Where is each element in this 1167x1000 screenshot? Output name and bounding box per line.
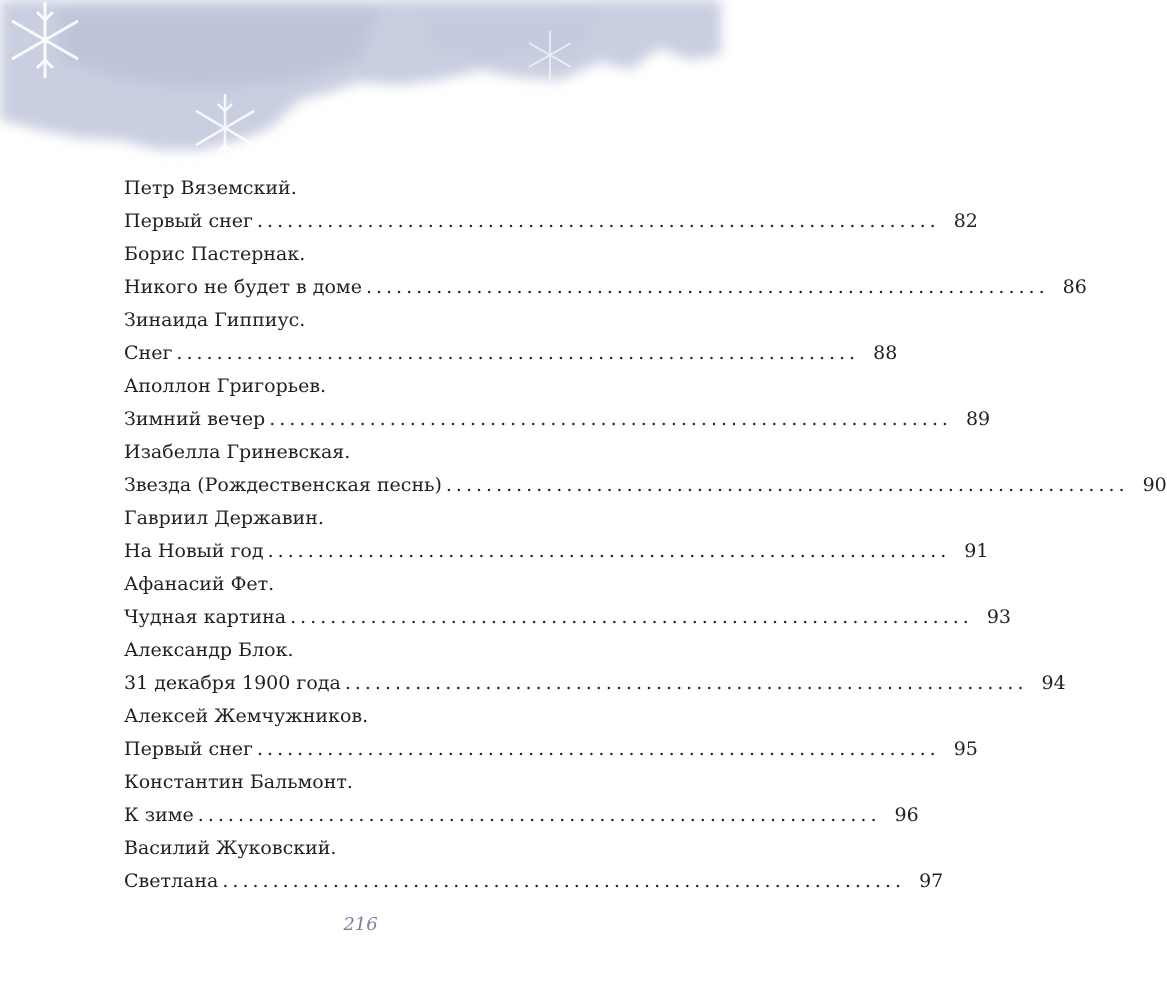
toc-entry[interactable]	[124, 502, 989, 568]
toc-entry[interactable]	[124, 634, 1066, 700]
toc-author: Борис Пастернак.	[124, 243, 306, 265]
toc-title: Первый снег	[124, 210, 254, 232]
toc-page-number: 97	[919, 870, 944, 892]
toc-page-number: 95	[953, 738, 978, 760]
toc-entry[interactable]	[124, 700, 978, 766]
toc-entry[interactable]	[124, 304, 898, 370]
toc-page-number: 82	[953, 210, 978, 232]
toc-author: Аполлон Григорьев.	[124, 375, 327, 397]
toc-entry[interactable]	[124, 238, 1087, 304]
dot-leader: ....................................................................	[267, 540, 951, 562]
dot-leader: ....................................................................	[257, 738, 940, 760]
toc-title: На Новый год	[124, 540, 264, 562]
toc-author: Изабелла Гриневская.	[124, 441, 351, 463]
toc-author: Афанасий Фет.	[124, 573, 275, 595]
dot-leader: ....................................................................	[445, 474, 1129, 496]
toc-title: Первый снег	[124, 738, 254, 760]
toc-author: Зинаида Гиппиус.	[124, 309, 306, 331]
watercolor-snow-header	[0, 0, 721, 180]
toc-page-number: 90	[1142, 474, 1167, 496]
toc-entry[interactable]	[124, 832, 944, 898]
toc-entry[interactable]	[124, 172, 978, 238]
toc-title: Чудная картина	[124, 606, 287, 628]
toc-page-number: 89	[965, 408, 991, 430]
dot-leader: ....................................................................	[257, 210, 940, 232]
toc-page-number: 86	[1062, 276, 1087, 298]
toc-title: К зиме	[124, 804, 194, 826]
toc-author: Константин Бальмонт.	[124, 771, 353, 793]
dot-leader: ....................................................................	[290, 606, 973, 628]
dot-leader: ....................................................................	[269, 408, 952, 430]
toc-title: 31 декабря 1900 года	[124, 672, 341, 694]
page-number: 216	[343, 914, 378, 935]
table-of-contents	[124, 172, 1167, 898]
toc-author: Александр Блок.	[124, 639, 294, 661]
toc-author: Василий Жуковский.	[124, 837, 337, 859]
dot-leader: ....................................................................	[197, 804, 881, 826]
toc-author: Петр Вяземский.	[124, 177, 297, 199]
dot-leader: ....................................................................	[222, 870, 906, 892]
toc-entry[interactable]	[124, 436, 1167, 502]
toc-entry[interactable]	[124, 766, 919, 832]
toc-page-number: 94	[1041, 672, 1066, 694]
dot-leader: ....................................................................	[344, 672, 1028, 694]
dot-leader: ....................................................................	[176, 342, 860, 364]
toc-page-number: 96	[894, 804, 919, 826]
toc-entry[interactable]	[124, 370, 991, 436]
toc-title: Снег	[124, 342, 173, 364]
toc-title: Звезда (Рождественская песнь)	[124, 474, 442, 496]
toc-title: Зимний вечер	[124, 408, 266, 430]
toc-page-number: 93	[986, 606, 1012, 628]
toc-page-number: 91	[964, 540, 989, 562]
toc-author: Алексей Жемчужников.	[124, 705, 369, 727]
toc-author: Гавриил Державин.	[124, 507, 324, 529]
toc-page-number: 88	[873, 342, 898, 364]
toc-title: Никого не будет в доме	[124, 276, 362, 298]
dot-leader: ....................................................................	[365, 276, 1049, 298]
toc-title: Светлана	[124, 870, 219, 892]
toc-entry[interactable]	[124, 568, 1012, 634]
